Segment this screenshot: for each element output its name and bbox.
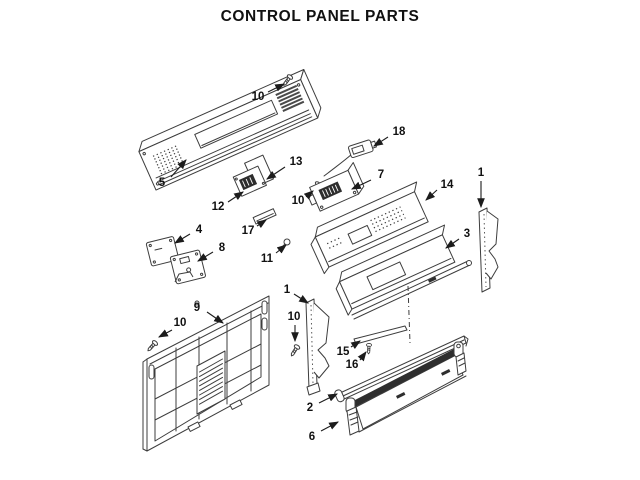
part-number-6: 6 xyxy=(308,431,316,443)
callout-arrow-16 xyxy=(360,352,366,360)
callout-arrow-6 xyxy=(321,422,338,431)
part-number-18: 18 xyxy=(392,126,406,138)
part-number-2: 2 xyxy=(306,402,314,414)
screw-16 xyxy=(366,343,372,354)
callout-arrow-9 xyxy=(207,312,223,323)
callout-arrow-11 xyxy=(276,245,286,253)
part-1-end-bracket-left xyxy=(306,299,329,395)
part-number-15: 15 xyxy=(336,346,350,358)
part-number-4: 4 xyxy=(195,224,203,236)
part-number-10: 10 xyxy=(251,91,265,103)
callout-arrow-2 xyxy=(319,394,337,403)
part-number-7: 7 xyxy=(377,169,385,181)
callout-arrow-18 xyxy=(374,137,388,146)
alignment-dash-line xyxy=(408,286,410,343)
part-number-10: 10 xyxy=(291,195,305,207)
part-9-rear-panel xyxy=(143,296,269,451)
callout-arrow-12 xyxy=(228,192,243,202)
screw-10-left xyxy=(146,340,159,353)
part-number-17: 17 xyxy=(241,225,255,237)
part-5-vent-panel xyxy=(136,69,324,190)
part-number-9: 9 xyxy=(193,302,201,314)
part-number-12: 12 xyxy=(211,201,225,213)
part-number-14: 14 xyxy=(440,179,454,191)
part-number-16: 16 xyxy=(345,359,359,371)
part-number-1: 1 xyxy=(283,284,291,296)
callout-arrow-3 xyxy=(446,239,459,248)
part-number-8: 8 xyxy=(218,242,226,254)
part-7-display-board xyxy=(303,163,366,214)
part-number-3: 3 xyxy=(463,228,471,240)
callout-arrow-10 xyxy=(159,330,172,337)
part-number-11: 11 xyxy=(260,253,274,265)
callout-arrow-14 xyxy=(426,190,437,200)
part-number-10: 10 xyxy=(287,311,301,323)
screw-10-lower xyxy=(289,344,301,358)
callout-arrow-4 xyxy=(175,234,190,243)
part-number-10: 10 xyxy=(173,317,187,329)
part-1-end-bracket-right xyxy=(479,208,498,292)
callout-arrow-1 xyxy=(294,294,308,303)
part-number-1: 1 xyxy=(477,167,485,179)
part-number-13: 13 xyxy=(289,156,303,168)
part-15-trim-strip xyxy=(354,326,407,344)
page-title: CONTROL PANEL PARTS xyxy=(220,8,420,25)
part-number-5: 5 xyxy=(158,177,166,189)
part-11-grommet xyxy=(281,239,290,248)
part-13-control-assembly xyxy=(230,155,275,196)
part-17-spacer-strip xyxy=(253,209,276,224)
